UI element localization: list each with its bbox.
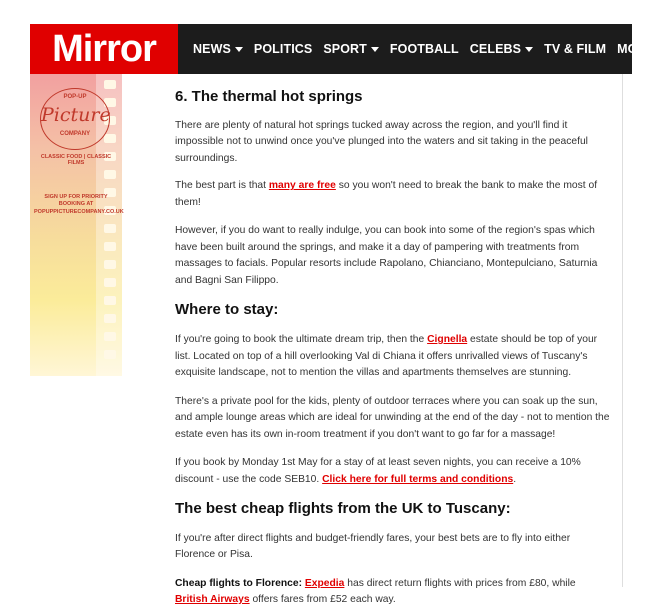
link-many-are-free[interactable]: many are free: [268, 180, 336, 192]
heading-where-to-stay: Where to stay:: [175, 301, 279, 319]
link-terms-conditions[interactable]: Click here for full terms and conditions: [322, 473, 514, 485]
article-body: [175, 88, 611, 609]
link-british-airways[interactable]: British Airways: [175, 594, 250, 606]
nav-politics[interactable]: POLITICS: [253, 42, 313, 56]
paragraph: There are plenty of natural hot springs tucked away across the region, and you'll find it impossible not to unwind once you've plunged into the waters and sit taking in the peaceful surroundings.: [175, 119, 588, 164]
nav-more[interactable]: MORE: [617, 42, 667, 56]
ad-pop-up: POP-UP: [63, 94, 87, 100]
paragraph: Cheap flights to Florence: Expedia has direct return flights with prices from £80, while British Airways offers fares from £52 each way.: [175, 577, 576, 606]
nav-news[interactable]: NEWS: [193, 42, 243, 56]
heading-cheap-flights: The best cheap flights from the UK to Tuscany:: [175, 500, 511, 517]
paragraph: However, if you do want to really indulge, you can book into some of the region's spas which have been built around the springs, and make it a day of pampering with treatments from massages to facials. Popular resorts include Rapolano, Chianciano, Montepulciano, Saturnia and Bagni San Filippo.: [175, 225, 598, 286]
site-header: [30, 24, 655, 74]
logo-text: Mirror: [52, 28, 156, 70]
ad-picture: Picture: [41, 104, 111, 126]
ad-signup: SIGN UP FOR PRIORITY BOOKING AT POPUPPICTURECOMPANY.CO.UK: [34, 194, 124, 215]
caret-down-icon: [235, 47, 243, 52]
caret-down-icon: [525, 47, 533, 52]
link-expedia[interactable]: Expedia: [304, 577, 345, 589]
link-cignella[interactable]: Cignella: [427, 334, 468, 345]
paragraph: If you book by Monday 1st May for a stay of at least seven nights, you can receive a 10% discount - use the code SEB10. Click here for full terms and conditions.: [175, 457, 581, 485]
main-nav: [193, 24, 667, 74]
ad-logo-badge: [40, 88, 110, 150]
nav-celebs[interactable]: CELEBS: [470, 42, 533, 56]
paragraph: There's a private pool for the kids, plenty of outdoor terraces where you can soak up the sun, and ample lounge areas which are ideal for unwinding at the end of the day - not to mention the estate even has its own in-room treatment if you don't want to go far for a massage!: [175, 395, 610, 440]
paragraph: If you're going to book the ultimate dream trip, then the Cignella estate should be top of your list. Located on top of a hill overlooking Val di Chiana it offers unrivalled views of Tuscany's exquisite landscape, not to mention the villas and apartments themselves are stunning.: [175, 334, 598, 378]
nav-sport[interactable]: SPORT: [323, 42, 379, 56]
paragraph: The best part is that many are free so you won't need to break the bank to make the most of them!: [175, 180, 598, 208]
nav-tv-film[interactable]: TV & FILM: [544, 42, 607, 56]
caret-down-icon: [659, 47, 667, 52]
ad-company: COMPANY: [59, 131, 91, 137]
ad-tagline: CLASSIC FOOD | CLASSIC FILMS: [40, 154, 112, 166]
paragraph: If you're after direct flights and budget-friendly fares, your best bets are to fly into either Florence or Pisa.: [175, 532, 571, 561]
mirror-logo[interactable]: [30, 24, 178, 74]
side-advert[interactable]: [30, 74, 122, 376]
nav-football[interactable]: FOOTBALL: [389, 42, 459, 56]
heading-thermal-springs: 6. The thermal hot springs: [175, 88, 363, 105]
column-divider: [622, 74, 623, 587]
caret-down-icon: [371, 47, 379, 52]
